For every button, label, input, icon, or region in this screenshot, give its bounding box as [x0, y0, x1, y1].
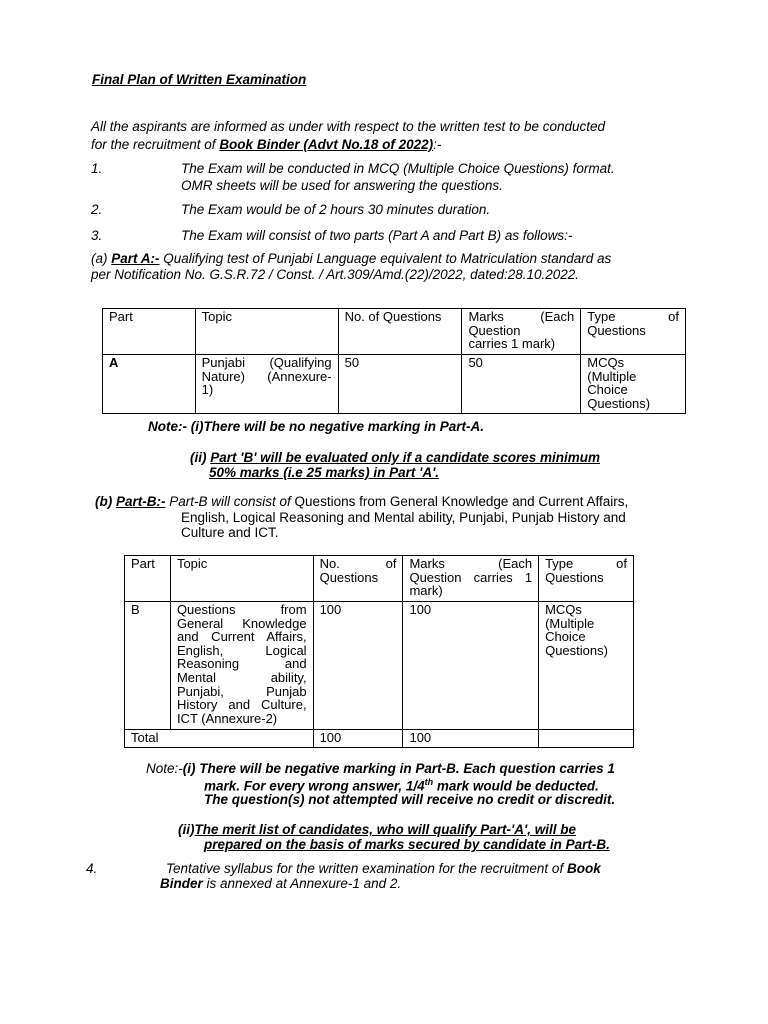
intro-prefix: for the recruitment of [91, 137, 220, 152]
header-type-line-2: Questions [545, 569, 604, 585]
row-type-line-3: Choice [587, 382, 628, 398]
row-type-line-3: Choice [545, 629, 586, 645]
row-topic-line: Questions from [176, 601, 307, 617]
part-b-note-1-line-3: The question(s) not attempted will receive no credit or discredit. [204, 792, 616, 807]
row-topic-line-3: 1) [201, 382, 214, 398]
part-b-note-1-prefix: Note:- [146, 761, 183, 776]
row-topic-line: ICT (Annexure-2) [176, 711, 278, 727]
total-marks: 100 [403, 729, 539, 748]
part-b-note-1-text: (i) There will be negative marking in Part-B. Each question carries 1 [182, 761, 615, 776]
row-type-line-4: Questions) [587, 395, 651, 411]
header-type [539, 556, 634, 602]
part-b-note-1-line-2-a: mark. For every wrong answer, 1/4 [204, 778, 425, 794]
header-part: Part [103, 309, 196, 355]
row-topic-line: Punjabi, Punjab [176, 683, 307, 699]
point-2-number: 2. [91, 202, 103, 217]
row-type-line-2: (Multiple [545, 615, 595, 631]
row-questions: 50 [338, 354, 462, 414]
part-a-table [102, 308, 686, 414]
part-b-subjects: Questions from General Knowledge and Current Affairs, [294, 494, 629, 509]
point-1-line-1: The Exam will be conducted in MCQ (Multiple Choice Questions) format. [181, 161, 615, 176]
row-topic-line-1: Punjabi (Qualifying [201, 354, 332, 370]
row-topic [195, 354, 338, 414]
row-questions: 100 [313, 601, 403, 729]
row-topic-line: General Knowledge [176, 615, 307, 631]
part-b-line-1 [95, 495, 628, 509]
total-type [539, 729, 634, 748]
part-a-note-2-line-1 [190, 451, 600, 465]
header-type-line-1: Type of [587, 309, 679, 324]
table-header-row [125, 556, 634, 602]
table-header-row [103, 309, 686, 355]
point-4-bold-1: Book [566, 861, 601, 876]
row-topic [170, 601, 313, 729]
part-b-note-1-line-2-b: mark would be deducted. [433, 778, 599, 794]
part-b-table [124, 555, 634, 748]
row-topic-line: English, Logical [176, 642, 307, 658]
point-4-line-2 [160, 877, 401, 891]
advt-reference: Book Binder (Advt No.18 of 2022) [219, 137, 434, 152]
table-row [125, 601, 634, 729]
row-part: A [103, 354, 196, 414]
part-b-note-2-prefix: (ii) [178, 822, 195, 837]
part-b-line-3: Culture and ICT. [181, 525, 279, 540]
part-a-note-2-text: Part 'B' will be evaluated only if a candidate scores minimum [210, 450, 601, 465]
header-marks-line-2: Question carries 1 [409, 569, 533, 585]
row-topic-line: and Current Affairs, [176, 629, 307, 645]
table-row [103, 354, 686, 414]
header-topic: Topic [170, 556, 313, 602]
point-4-line-1 [166, 862, 601, 876]
header-questions-line-1: No. of [319, 556, 397, 571]
point-3-line-1: The Exam will consist of two parts (Part A and Part B) as follows:- [181, 228, 573, 243]
part-b-label: Part-B:- [116, 494, 166, 509]
point-4-text-2: is annexed at Annexure-1 and 2. [202, 876, 402, 891]
row-type-line-4: Questions) [545, 642, 608, 658]
total-questions: 100 [313, 729, 403, 748]
row-type-line-2: (Multiple [587, 368, 637, 384]
header-marks-line-3: carries 1 mark) [468, 336, 556, 352]
part-a-line-2: per Notification No. G.S.R.72 / Const. / Art.309/Amd.(22)/2022, dated:28.10.2022. [91, 267, 580, 282]
part-b-note-2-line-2: prepared on the basis of marks secured by candidate in Part-B. [204, 837, 610, 852]
part-a-note-1: Note:- (i)There will be no negative marking in Part-A. [148, 419, 485, 434]
header-topic: Topic [195, 309, 338, 355]
header-questions-line-2: Questions [319, 569, 379, 585]
row-marks: 50 [462, 354, 581, 414]
part-b-intro: Part-B will consist of [165, 494, 295, 509]
part-a-note-2-line-2: 50% marks (i.e 25 marks) in Part 'A'. [209, 465, 440, 480]
row-topic-line: History and Culture, [176, 697, 307, 713]
row-topic-line: Reasoning and [176, 656, 307, 672]
header-marks [462, 309, 581, 355]
table-total-row [125, 729, 634, 748]
point-4-number: 4. [86, 861, 98, 876]
header-questions [313, 556, 403, 602]
intro-suffix: :- [433, 137, 442, 152]
part-a-line-1 [91, 252, 611, 266]
part-b-line-2: English, Logical Reasoning and Mental ability, Punjabi, Punjab History and [181, 510, 626, 525]
header-type-line-1: Type of [545, 556, 627, 571]
row-type [581, 354, 686, 414]
part-b-note-1-line-1 [146, 762, 615, 776]
header-marks-line-3: mark) [409, 583, 443, 599]
header-marks-line-1: Marks (Each [409, 556, 533, 571]
point-4-text: Tentative syllabus for the written examination for the recruitment of [166, 861, 567, 876]
page-title: Final Plan of Written Examination [92, 72, 307, 87]
point-3-number: 3. [91, 228, 103, 243]
header-marks [403, 556, 539, 602]
part-b-note-2-text: The merit list of candidates, who will qualify Part-'A', will be [194, 822, 576, 837]
part-a-prefix: (a) [91, 251, 112, 266]
part-a-description: Qualifying test of Punjabi Language equivalent to Matriculation standard as [159, 251, 612, 266]
row-topic-line: Mental ability, [176, 670, 307, 686]
header-marks-line-1: Marks (Each [468, 309, 575, 324]
part-b-note-1-superscript: th [424, 777, 434, 787]
header-questions: No. of Questions [338, 309, 462, 355]
point-2-line-1: The Exam would be of 2 hours 30 minutes duration. [181, 202, 491, 217]
part-b-note-1-line-2 [204, 778, 599, 793]
row-marks: 100 [403, 601, 539, 729]
part-b-note-2-line-1 [178, 823, 576, 837]
part-a-note-2-prefix: (ii) [190, 450, 211, 465]
intro-line-2 [91, 138, 441, 152]
point-4-bold-2: Binder [160, 876, 203, 891]
point-1-number: 1. [91, 161, 103, 176]
header-marks-line-2: Question [468, 322, 521, 338]
row-type-line-1: MCQs [587, 354, 625, 370]
row-type-line-1: MCQs [545, 601, 582, 617]
row-type [539, 601, 634, 729]
point-1-line-2: OMR sheets will be used for answering the questions. [181, 178, 503, 193]
row-part: B [125, 601, 171, 729]
row-topic-line-2: Nature) (Annexure- [201, 368, 332, 384]
header-type-line-2: Questions [587, 322, 646, 338]
header-type [581, 309, 686, 355]
part-b-prefix: (b) [95, 494, 116, 509]
part-a-label: Part A:- [111, 251, 160, 266]
total-label: Total [125, 729, 314, 748]
intro-line-1: All the aspirants are informed as under with respect to the written test to be conducted [91, 119, 606, 134]
header-part: Part [125, 556, 171, 602]
